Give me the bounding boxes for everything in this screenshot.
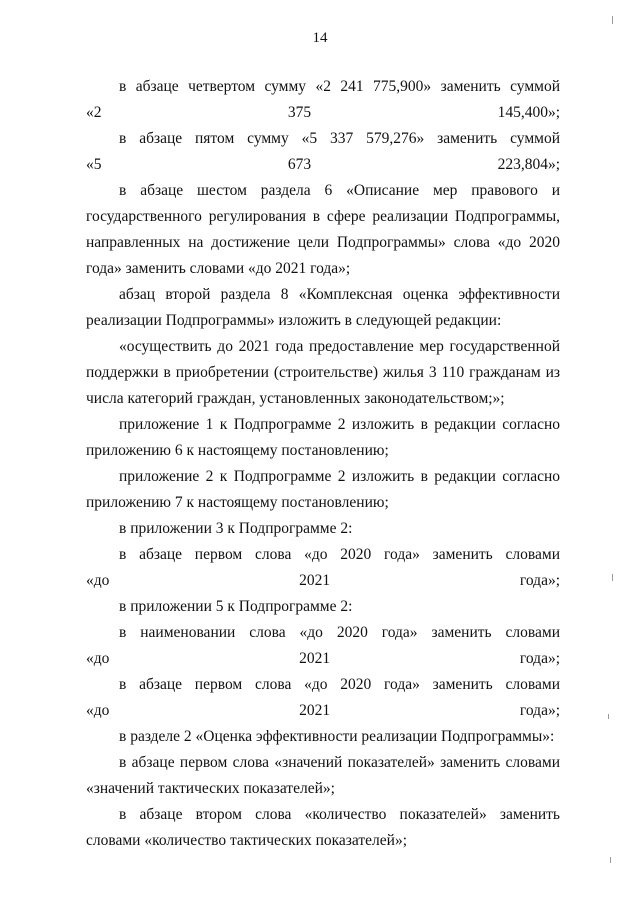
paragraph-5: «осуществить до 2021 года предоставление мер государственной поддержки в приобретении (строительстве) жилья 3 110 гражданам из числа категорий граждан, установленных законодательством;»; (86, 338, 560, 407)
paragraph-3: в абзаце шестом раздела 6 «Описание мер правового и государственного регулирования в сфере реализации Подпрограммы, направленных на достижение цели Подпрограммы» слова «до 2020 года» заменить словами «до 2021 года»; (86, 182, 560, 277)
paragraph-2 (86, 126, 560, 178)
paragraph-9 (86, 542, 560, 594)
scan-artifact-mark (610, 857, 611, 863)
paragraph-11-line-2: «до 2021 года»; (86, 650, 560, 667)
paragraph-6: приложение 1 к Подпрограмме 2 изложить в редакции согласно приложению 6 к настоящему постановлению; (86, 416, 560, 459)
scan-artifact-mark (612, 16, 613, 24)
paragraph-9-line-2: «до 2021 года»; (86, 572, 560, 589)
paragraph-4: абзац второй раздела 8 «Комплексная оценка эффективности реализации Подпрограммы» изложить в следующей редакции: (86, 286, 560, 329)
scan-artifact-mark (612, 574, 613, 581)
paragraph-2-line-1: в абзаце пятом сумму «5 337 579,276» заменить суммой (119, 130, 560, 147)
paragraph-13: в разделе 2 «Оценка эффективности реализации Подпрограммы»: (119, 728, 555, 745)
paragraph-8: в приложении 3 к Подпрограмме 2: (119, 520, 353, 537)
scan-artifact-mark (608, 714, 609, 719)
paragraph-1-line-1: в абзаце четвертом сумму «2 241 775,900» заменить суммой (119, 78, 560, 95)
paragraph-9-line-1: в абзаце первом слова «до 2020 года» заменить словами (119, 546, 560, 563)
paragraph-11 (86, 620, 560, 672)
paragraph-1-line-2: «2 375 145,400»; (86, 104, 560, 121)
paragraph-11-line-1: в наименовании слова «до 2020 года» заменить словами (119, 624, 560, 641)
paragraph-10: в приложении 5 к Подпрограмме 2: (119, 598, 353, 615)
paragraph-7: приложение 2 к Подпрограмме 2 изложить в редакции согласно приложению 7 к настоящему постановлению; (86, 468, 560, 511)
document-body (86, 74, 560, 854)
paragraph-12-line-2: «до 2021 года»; (86, 702, 560, 719)
paragraph-15: в абзаце втором слова «количество показателей» заменить словами «количество тактических показателей»; (86, 806, 560, 849)
paragraph-12-line-1: в абзаце первом слова «до 2020 года» заменить словами (119, 676, 560, 693)
paragraph-1 (86, 74, 560, 126)
page-number: 14 (312, 30, 328, 46)
paragraph-12 (86, 672, 560, 724)
paragraph-14: в абзаце первом слова «значений показателей» заменить словами «значений тактических показателей»; (86, 754, 560, 797)
paragraph-2-line-2: «5 673 223,804»; (86, 156, 560, 173)
